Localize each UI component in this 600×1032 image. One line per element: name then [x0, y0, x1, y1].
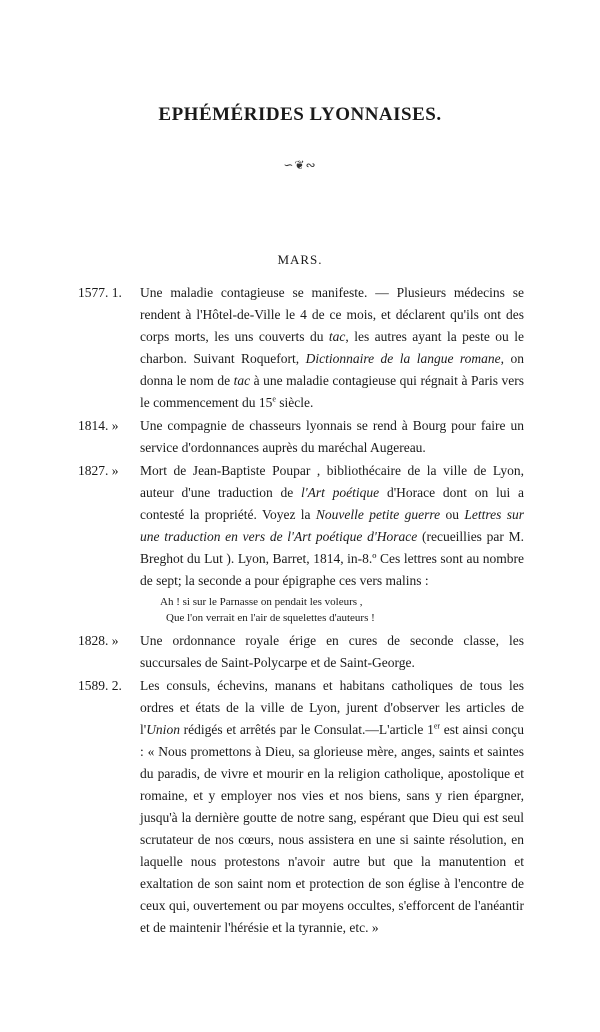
entry-text	[140, 282, 524, 414]
text-run: Une compagnie de chasseurs lyonnais se rend à Bourg pour faire un service d'ordonnances auprès du maréchal Augereau.	[140, 418, 524, 455]
text-run: est ainsi conçu : « Nous promettons à Dieu, sa glorieuse mère, anges, saints et saintes du paradis, de vivre et mourir en la religion catholique, apostolique et romaine, et y employer nos vies et nos biens, sans y rien épargner, jusqu'à la dernière goutte de notre sang, espérant que Dieu qui est seul scrutateur de nos cœurs, nous assistera en une si sainte résolution, en laquelle nous protestons n'avoir autre but que la manutention et exaltation de son saint nom et protection de son église à l'encontre de ceux qui, ouvertement ou par moyens occultes, s'efforcent de l'anéantir et de maintenir l'hérésie et la tyrannie, etc. »	[140, 722, 524, 935]
ornament-divider-icon: ∽❦∾	[283, 158, 317, 172]
superscript-text: e	[272, 394, 276, 404]
text-run: Les consuls, échevins, manans et habitans catholiques de tous les ordres et états de la ville de Lyon, jurent d'observer les articles de l'	[140, 678, 524, 737]
entry-date: 1827. »	[78, 463, 119, 478]
text-run: Une ordonnance royale érige en cures de seconde classe, les succursales de Saint-Polycarpe et de Saint-George.	[140, 633, 524, 670]
text-run: Une maladie contagieuse se manifeste. — Plusieurs médecins se rendent à l'Hôtel-de-Ville le 4 de ce mois, et déclarent qu'ils ont des corps morts, les uns couverts du	[140, 285, 524, 344]
italic-text: Dictionnaire de la langue romane	[305, 351, 501, 366]
text-run: , les autres ayant la peste ou le charbon. Suivant Roquefort,	[140, 329, 524, 366]
entry-1589	[78, 675, 524, 939]
text-run: siècle.	[275, 395, 314, 410]
entries-list	[78, 282, 524, 940]
entry-text	[140, 415, 524, 459]
page-title: EPHÉMÉRIDES LYONNAISES.	[158, 104, 442, 125]
italic-text: tac	[328, 329, 346, 344]
text-run: (recueillies par M. Breghot du Lut ). Lyon, Barret, 1814, in-8.º Ces lettres sont au nombre de sept; la seconde a pour épigraphe ces vers malins :	[140, 529, 524, 588]
entry-date: 1814. »	[78, 418, 119, 433]
verse-line: Que l'on verrait en l'air de squelettes d'auteurs !	[166, 612, 375, 624]
entry-text	[140, 675, 524, 939]
text-run: ou	[440, 507, 465, 522]
entry-1828	[78, 630, 524, 674]
text-run: rédigés et arrêtés par le Consulat.—L'article 1	[179, 722, 434, 737]
text-run: Mort de Jean-Baptiste Poupar , bibliothécaire de la ville de Lyon, auteur d'une traduction de	[140, 463, 524, 500]
entry-1827	[78, 460, 524, 626]
superscript-text: er	[433, 721, 441, 731]
entry-text	[140, 460, 524, 592]
text-run: d'Horace dont on lui a contesté la propriété. Voyez la	[140, 485, 524, 522]
entry-date: 1828. »	[78, 633, 119, 648]
month-heading: MARS.	[277, 252, 323, 267]
italic-text: tac	[233, 373, 251, 388]
italic-text: Union	[146, 722, 180, 737]
verse-line: Ah ! si sur le Parnasse on pendait les voleurs ,	[160, 596, 363, 608]
italic-text: Nouvelle petite guerre	[315, 507, 441, 522]
text-run: à une maladie contagieuse qui régnait à Paris vers le commencement du 15	[140, 373, 524, 410]
text-run: , on donna le nom de	[140, 351, 525, 388]
entry-1577	[78, 282, 524, 414]
epigraph-verse	[160, 594, 524, 626]
italic-text: l'Art poétique	[301, 485, 380, 500]
entry-date: 1577. 1.	[78, 285, 122, 300]
entry-text	[140, 630, 524, 674]
italic-text: Lettres sur une traduction en vers de l'Art poétique d'Horace	[140, 507, 525, 544]
entry-date: 1589. 2.	[78, 678, 122, 693]
entry-1814	[78, 415, 524, 459]
